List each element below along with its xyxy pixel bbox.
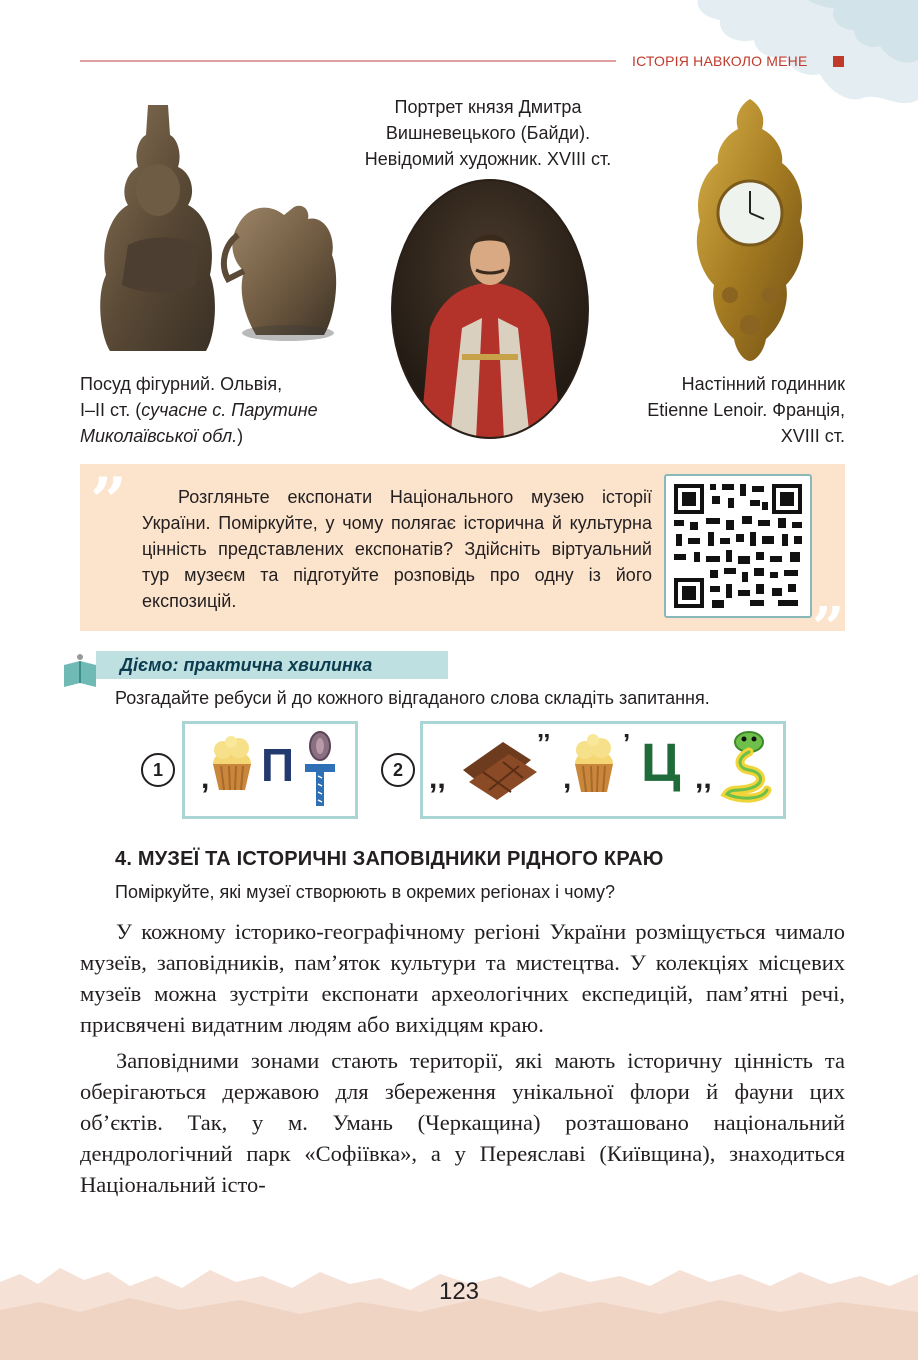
section-title: 4. МУЗЕЇ ТА ІСТОРИЧНІ ЗАПОВІДНИКИ РІДНОГО КРАЮ — [115, 848, 664, 870]
rebus-letter: Ц — [641, 733, 681, 793]
snake-icon — [719, 728, 775, 804]
clock-caption — [570, 371, 845, 449]
clock-caption-line: XVIII ст. — [780, 426, 845, 446]
task-text: Розгляньте експонати Національного музею історії України. Поміркуйте, у чому полягає історична й культурна цінність представлених експонатів? Здійсніть віртуальний тур музеєм та підготуйте розповідь про одну із його експозицій. — [142, 487, 652, 611]
cupcake-icon — [571, 734, 617, 794]
rebus-commas: ,, — [429, 762, 446, 795]
portrait-caption-line: Невідомий художник. XVIII ст. — [364, 149, 612, 169]
section-header: ІСТОРІЯ НАВКОЛО МЕНЕ — [632, 53, 808, 69]
rebus-letter: П — [261, 739, 295, 791]
header-rule — [80, 60, 616, 62]
portrait-image — [390, 178, 590, 440]
vessel-caption-region: Миколаївської обл. — [80, 426, 238, 446]
body-text — [80, 916, 845, 1205]
open-quote-icon: ” — [90, 464, 127, 539]
rebus-1 — [182, 721, 358, 819]
rebus-comma: , — [201, 762, 210, 795]
book-icon — [62, 651, 98, 689]
rebus-apostrophe: ’ — [623, 728, 631, 758]
page-number: 123 — [438, 1278, 480, 1305]
portrait-caption — [330, 94, 646, 172]
rebus-number-1: 1 — [141, 753, 175, 787]
practice-instruction: Розгадайте ребуси й до кожного відгаданого слова складіть запитання. — [115, 688, 710, 708]
vessel-caption-date: I–II ст. ( — [80, 400, 142, 420]
portrait-caption-line: Портрет князя Дмитра — [394, 97, 582, 117]
qr-code[interactable] — [664, 474, 812, 618]
wall-clock-image — [690, 95, 810, 365]
vessel-caption-line: Посуд фігурний. Ольвія, — [80, 374, 283, 394]
practice-title: Діємо: практична хвилинка — [120, 655, 373, 675]
rebus-2 — [420, 721, 786, 819]
header-square-marker — [833, 56, 844, 67]
rebus-commas: ,, — [695, 762, 712, 795]
portrait-caption-line: Вишневецького (Байди). — [385, 123, 591, 143]
clock-caption-line: Настінний годинник — [681, 374, 845, 394]
rebus-number-2: 2 — [381, 753, 415, 787]
qr-code-icon — [666, 476, 810, 616]
vessel-caption-close: ) — [237, 426, 244, 446]
body-paragraph: У кожному історико-географічному регіоні України розміщується чимало музеїв, заповідників, пам’яток культури та мистецтва. У колекціях місцевих музеїв можна зустріти експонати археологічних експедицій, пам’ятні речі, присвячені видатним людям або вихідцям краю. — [80, 919, 845, 1037]
section-question: Поміркуйте, які музеї створюють в окремих регіонах і чому? — [115, 882, 616, 902]
rebus-commas: ’’ — [537, 728, 551, 758]
clock-caption-line: Etienne Lenoir. Франція, — [647, 400, 845, 420]
vessel-caption-line — [80, 397, 400, 423]
body-paragraph: Заповідними зонами стають території, які мають історичну цінність та оберігаються державою для збереження унікальної флори й фауни цих об’єктів. Так, у м. Умань (Черкащина) розташовано національний дендрологічний парк «Софіївка», а у Переяславі (Київщина), знаходиться Національний істо- — [80, 1048, 845, 1197]
rebus-comma: , — [563, 762, 572, 795]
cupcake-icon — [209, 736, 255, 792]
figured-vessel-image — [88, 95, 346, 363]
chocolate-icon — [459, 736, 541, 802]
vessel-caption-modern-name: сучасне с. Парутине — [141, 400, 318, 420]
footer-mountains — [0, 1262, 918, 1360]
letter-t-with-o-icon — [303, 730, 337, 808]
vessel-caption-line — [80, 423, 400, 449]
close-quote-icon: ” — [812, 595, 845, 661]
vessel-caption — [80, 371, 400, 449]
